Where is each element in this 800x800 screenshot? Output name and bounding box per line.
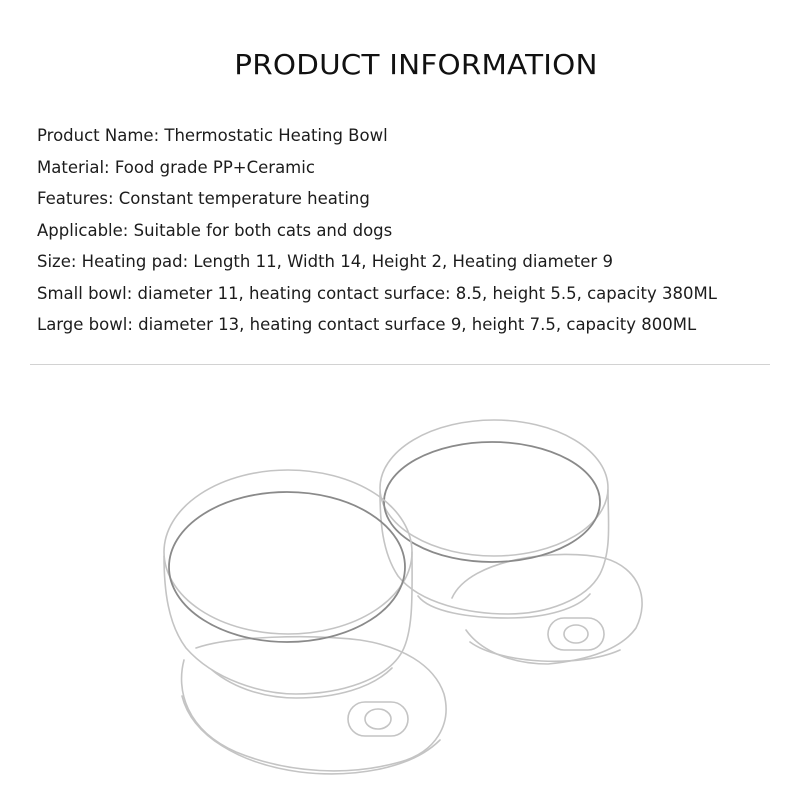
section-divider <box>30 364 770 365</box>
small-bowl-rim <box>380 420 608 556</box>
spec-features: Features: Constant temperature heating <box>37 189 370 208</box>
spec-material: Material: Food grade PP+Ceramic <box>37 157 315 177</box>
spec-list <box>37 120 717 341</box>
heating-bowls-illustration <box>0 380 800 800</box>
spec-size: Size: Heating pad: Length 11, Width 14, Height 2, Heating diameter 9 <box>37 252 613 271</box>
large-bowl-inner-rim <box>169 492 405 642</box>
large-bowl-rim <box>164 470 412 634</box>
small-pad-button <box>548 618 604 650</box>
page-title: PRODUCT INFORMATION <box>234 48 598 81</box>
spec-applicable: Applicable: Suitable for both cats and dogs <box>37 220 393 240</box>
small-bowl-inner-rim <box>384 442 600 562</box>
spec-product-name: Product Name: Thermostatic Heating Bowl <box>37 126 388 145</box>
large-pad-button <box>348 702 408 736</box>
small-bowl-body <box>380 490 609 614</box>
spec-small-bowl: Small bowl: diameter 11, heating contact surface: 8.5, height 5.5, capacity 380ML <box>37 283 717 303</box>
small-bowl-set <box>380 420 642 664</box>
spec-large-bowl: Large bowl: diameter 13, heating contact surface 9, height 7.5, capacity 800ML <box>37 315 697 334</box>
large-bowl-body <box>164 552 412 694</box>
large-heating-pad <box>182 637 446 771</box>
